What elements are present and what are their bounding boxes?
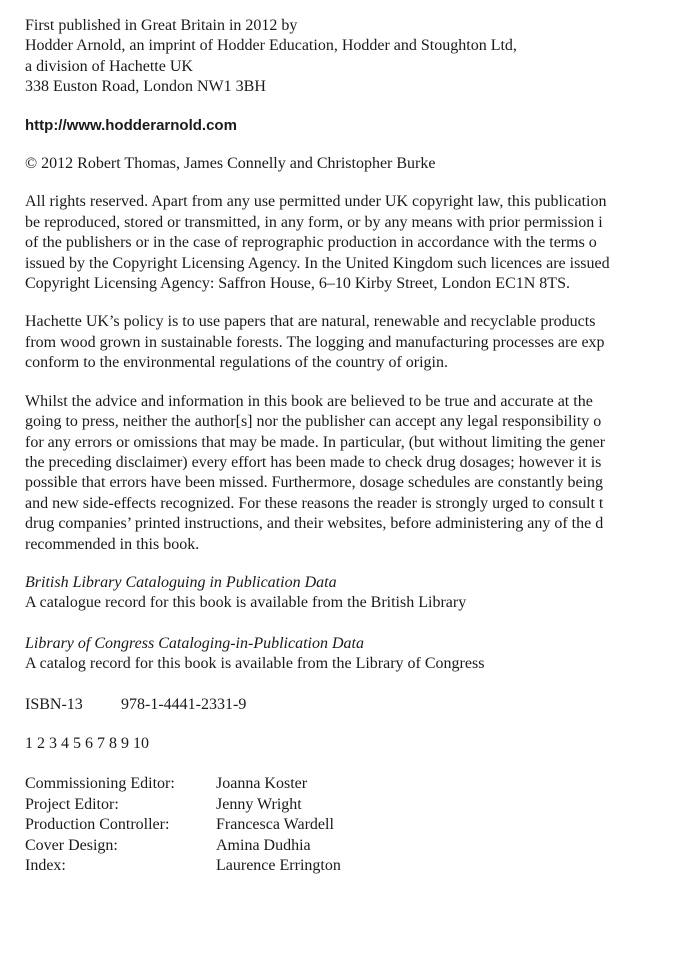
copyright-notice bbox=[25, 154, 699, 174]
library-of-congress-cip bbox=[25, 634, 699, 675]
british-library-heading: British Library Cataloguing in Publication Data bbox=[25, 573, 337, 591]
print-line-block bbox=[25, 734, 699, 754]
copyright-line: © 2012 Robert Thomas, James Connelly and Christopher Burke bbox=[25, 155, 436, 173]
credit-role: Index: bbox=[25, 857, 66, 874]
disclaimer-line: recommended in this book. bbox=[25, 535, 200, 553]
isbn-value: 978-1-4441-2331-9 bbox=[121, 695, 247, 713]
credit-role: Project Editor: bbox=[25, 795, 119, 813]
paper-policy-paragraph bbox=[25, 312, 699, 373]
credit-name: Joanna Koster bbox=[216, 775, 308, 793]
disclaimer-line: drug companies’ printed instructions, and their websites, before administering any of the d bbox=[25, 515, 604, 533]
rights-paragraph bbox=[25, 192, 699, 294]
page-content bbox=[25, 14, 699, 876]
credit-name: Jenny Wright bbox=[216, 795, 302, 813]
publisher-website-link[interactable]: http://www.hodderarnold.com bbox=[25, 116, 237, 134]
disclaimer-line: going to press, neither the author[s] nor the publisher can accept any legal responsibility o bbox=[25, 413, 602, 431]
credit-name: Francesca Wardell bbox=[216, 816, 334, 834]
isbn-line bbox=[25, 695, 699, 715]
credit-name: Amina Dudhia bbox=[216, 836, 311, 854]
rights-line: Copyright Licensing Agency: Saffron House, 6–10 Kirby Street, London EC1N 8TS. bbox=[25, 275, 570, 293]
rights-line: All rights reserved. Apart from any use permitted under UK copyright law, this publication bbox=[25, 193, 607, 211]
disclaimer-line: and new side-effects recognized. For these reasons the reader is strongly urged to consult t bbox=[25, 494, 604, 512]
rights-line: of the publishers or in the case of reprographic production in accordance with the terms o bbox=[25, 234, 597, 252]
rights-line: issued by the Copyright Licensing Agency. In the United Kingdom such licences are issued bbox=[25, 254, 610, 272]
disclaimer-line: possible that errors have been missed. Furthermore, dosage schedules are constantly being bbox=[25, 474, 604, 492]
rights-line: be reproduced, stored or transmitted, in any form, or by any means with prior permission i bbox=[25, 213, 603, 231]
disclaimer-line: Whilst the advice and information in this book are believed to be true and accurate at the bbox=[25, 392, 593, 410]
publisher-line: First published in Great Britain in 2012 by bbox=[25, 17, 298, 34]
policy-line: from wood grown in sustainable forests. The logging and manufacturing processes are exp bbox=[25, 333, 605, 351]
disclaimer-line: for any errors or omissions that may be made. In particular, (but without limiting the gener bbox=[25, 433, 606, 451]
publisher-line: Hodder Arnold, an imprint of Hodder Education, Hodder and Stoughton Ltd, bbox=[25, 37, 517, 55]
website-block bbox=[25, 116, 699, 136]
credit-role: Cover Design: bbox=[25, 836, 118, 854]
publisher-line: 338 Euston Road, London NW1 3BH bbox=[25, 78, 266, 96]
library-of-congress-heading: Library of Congress Cataloging-in-Publication Data bbox=[25, 634, 364, 652]
credits-list bbox=[25, 774, 699, 876]
isbn-block bbox=[25, 695, 699, 715]
print-line: 1 2 3 4 5 6 7 8 9 10 bbox=[25, 734, 149, 752]
british-library-cip bbox=[25, 573, 699, 614]
publisher-line: a division of Hachette UK bbox=[25, 57, 193, 75]
credit-name: Laurence Errington bbox=[216, 857, 341, 874]
publisher-info bbox=[25, 16, 699, 98]
library-of-congress-text: A catalog record for this book is available from the Library of Congress bbox=[25, 655, 485, 673]
isbn-label: ISBN-13 bbox=[25, 695, 83, 713]
disclaimer-line: the preceding disclaimer) every effort has been made to check drug dosages; however it is bbox=[25, 453, 602, 471]
british-library-text: A catalogue record for this book is available from the British Library bbox=[25, 594, 467, 612]
credit-role: Production Controller: bbox=[25, 816, 170, 834]
disclaimer-paragraph bbox=[25, 392, 699, 555]
policy-line: conform to the environmental regulations of the country of origin. bbox=[25, 354, 448, 372]
policy-line: Hachette UK’s policy is to use papers that are natural, renewable and recyclable products bbox=[25, 313, 596, 331]
credit-role: Commissioning Editor: bbox=[25, 775, 175, 793]
